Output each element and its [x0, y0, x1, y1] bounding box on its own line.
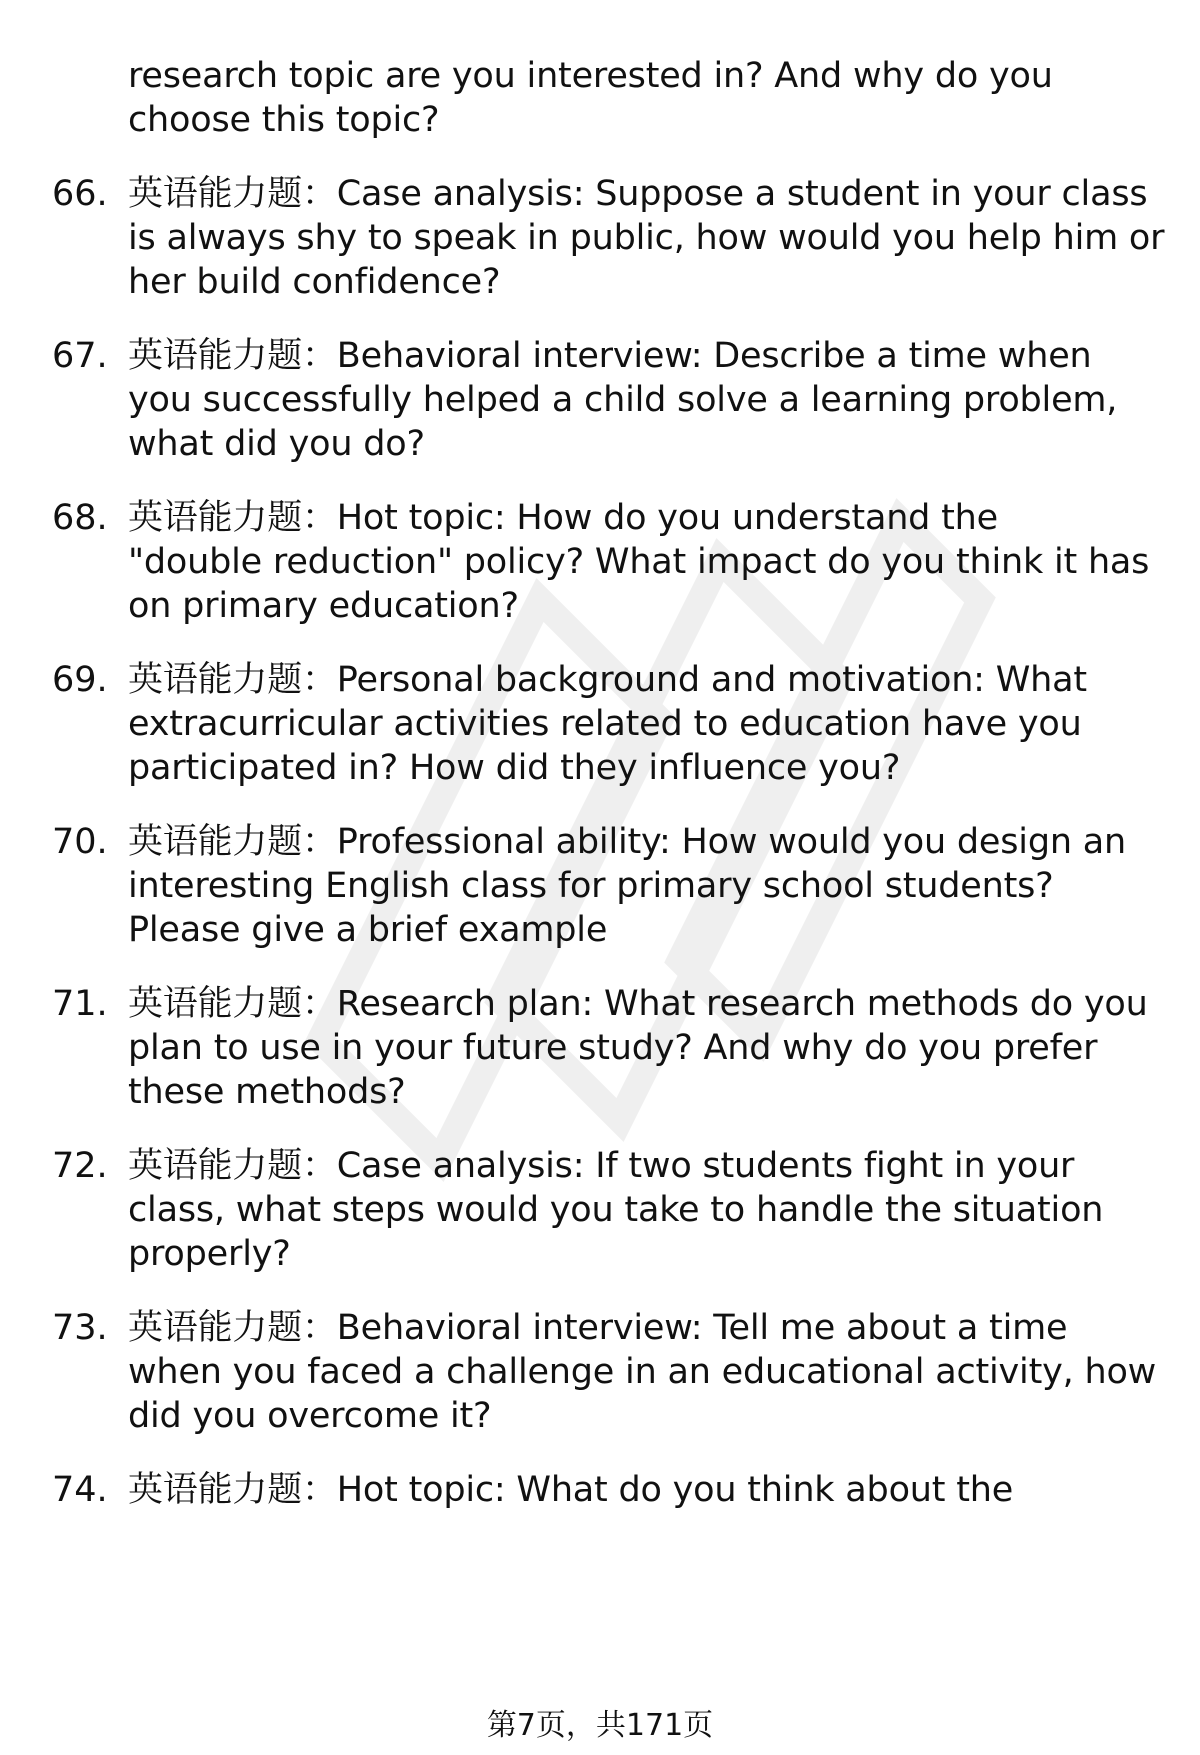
item-line: 英语能力题：Personal background and motivation: What [128, 660, 1087, 700]
item-line: these methods? [128, 1072, 406, 1112]
item-line: 英语能力题：Case analysis: If two students fight in your [128, 1146, 1075, 1186]
item-number: 70. [52, 822, 108, 862]
item-number: 72. [52, 1146, 108, 1186]
item-line: extracurricular activities related to education have you [128, 704, 1082, 744]
item-line: 英语能力题：Professional ability: How would you design an [128, 822, 1126, 862]
page-number-footer: 第7页，共171页 [486, 1708, 714, 1743]
item-line: 英语能力题：Behavioral interview: Tell me about a time [128, 1308, 1068, 1348]
item-line: "double reduction" policy? What impact do you think it has [128, 542, 1150, 582]
item-number: 71. [52, 984, 108, 1024]
item-number: 69. [52, 660, 108, 700]
item-number: 67. [52, 336, 108, 376]
item-line: class, what steps would you take to handle the situation [128, 1190, 1104, 1230]
item-line: did you overcome it? [128, 1396, 492, 1436]
item-number: 68. [52, 498, 108, 538]
item-line: 英语能力题：Research plan: What research methods do you [128, 984, 1148, 1024]
item-line: 英语能力题：Hot topic: How do you understand the [128, 498, 998, 538]
item-line: you successfully helped a child solve a learning problem, [128, 380, 1118, 420]
item-line: participated in? How did they influence you? [128, 748, 901, 788]
item-line: on primary education? [128, 586, 519, 626]
item-line: her build confidence? [128, 262, 501, 302]
item-line: 英语能力题：Hot topic: What do you think about the [128, 1470, 1014, 1510]
item-line: research topic are you interested in? And why do you [128, 56, 1053, 96]
item-line: is always shy to speak in public, how would you help him or [128, 218, 1165, 258]
item-line: choose this topic? [128, 100, 440, 140]
item-line: 英语能力题：Case analysis: Suppose a student in your class [128, 174, 1148, 214]
item-line: interesting English class for primary school students? [128, 866, 1054, 906]
item-line: properly? [128, 1234, 291, 1274]
item-number: 74. [52, 1470, 108, 1510]
item-line: what did you do? [128, 424, 425, 464]
item-number: 73. [52, 1308, 108, 1348]
item-line: Please give a brief example [128, 910, 608, 950]
item-line: plan to use in your future study? And why do you prefer [128, 1028, 1098, 1068]
item-line: when you faced a challenge in an educational activity, how [128, 1352, 1157, 1392]
item-number: 66. [52, 174, 108, 214]
item-line: 英语能力题：Behavioral interview: Describe a time when [128, 336, 1092, 376]
